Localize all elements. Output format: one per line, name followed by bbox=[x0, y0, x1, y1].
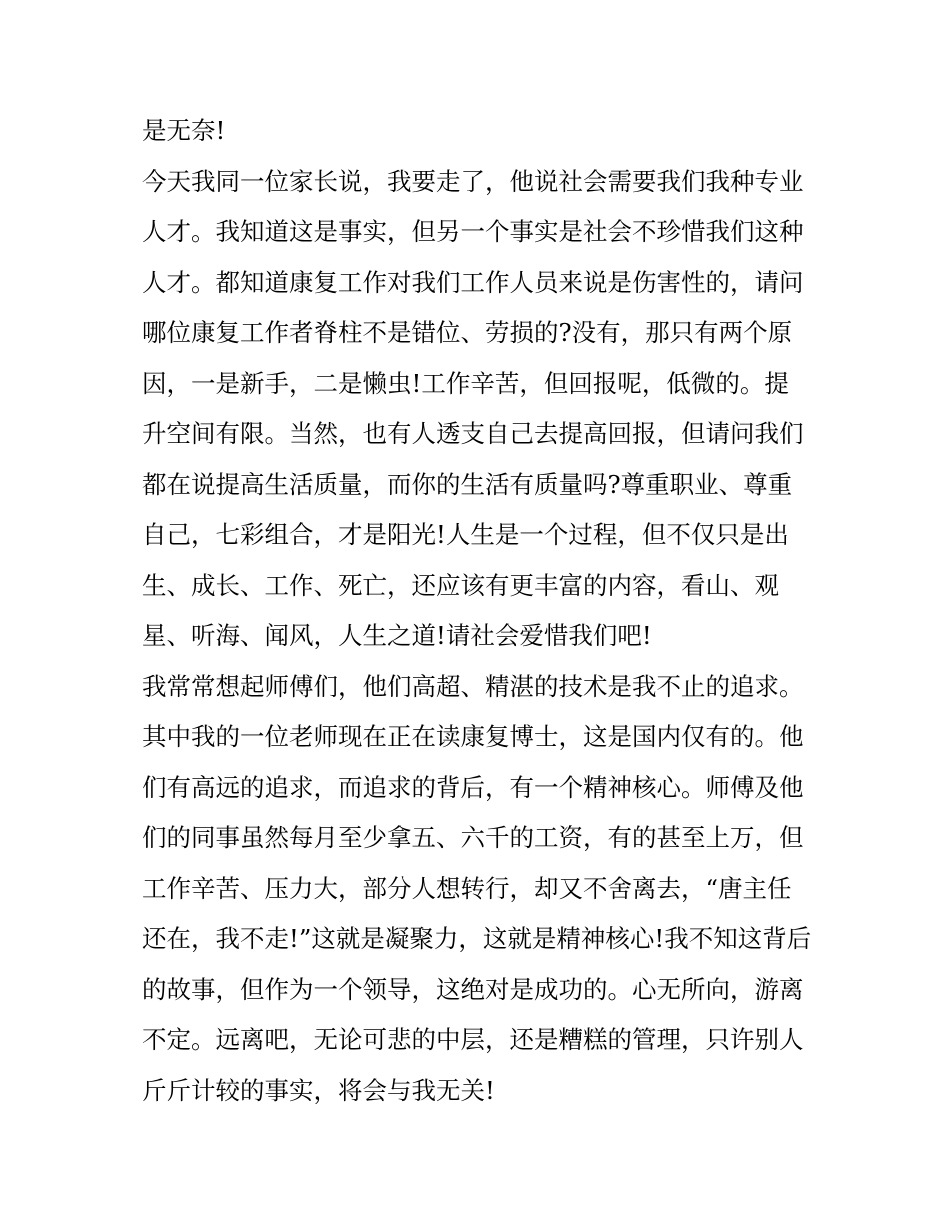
text-line: 们有高远的追求，而追求的背后，有一个精神核心。师傅及他 bbox=[142, 772, 804, 802]
body-text bbox=[142, 106, 822, 1116]
text-line: 我常常想起师傅们，他们高超、精湛的技术是我不止的追求。 bbox=[142, 671, 804, 701]
text-line: 其中我的一位老师现在正在读康复博士，这是国内仅有的。他 bbox=[142, 722, 804, 751]
text-line: 的故事，但作为一个领导，这绝对是成功的。心无所向，游离 bbox=[142, 974, 804, 1004]
text-line: 都在说提高生活质量，而你的生活有质量吗?尊重职业、尊重 bbox=[142, 469, 793, 499]
text-line: 生、成长、工作、死亡，还应该有更丰富的内容，看山、观 bbox=[142, 570, 779, 600]
text-line: 斤斤计较的事实，将会与我无关! bbox=[142, 1075, 495, 1105]
text-line: 因，一是新手，二是懒虫!工作辛苦，但回报呢，低微的。提 bbox=[142, 368, 789, 398]
text-line: 人才。我知道这是事实，但另一个事实是社会不珍惜我们这种 bbox=[142, 217, 804, 246]
text-line: 星、听海、闻风，人生之道!请社会爱惜我们吧! bbox=[142, 621, 652, 650]
text-line: 不定。远离吧，无论可悲的中层，还是糟糕的管理，只许别人 bbox=[142, 1025, 804, 1054]
text-line: 还在，我不走!”这就是凝聚力，这就是精神核心!我不知这背后 bbox=[142, 924, 812, 953]
text-line: 是无奈! bbox=[142, 116, 226, 145]
text-line: 今天我同一位家长说，我要走了，他说社会需要我们我种专业 bbox=[142, 166, 804, 196]
text-line: 自己，七彩组合，才是阳光!人生是一个过程，但不仅只是出 bbox=[142, 520, 789, 549]
text-line: 升空间有限。当然，也有人透支自己去提高回报，但请问我们 bbox=[142, 419, 804, 448]
text-line: 们的同事虽然每月至少拿五、六千的工资，有的甚至上万，但 bbox=[142, 823, 804, 852]
text-line: 哪位康复工作者脊柱不是错位、劳损的?没有，那只有两个原 bbox=[142, 318, 793, 347]
text-line: 工作辛苦、压力大，部分人想转行，却又不舍离去，“唐主任 bbox=[142, 873, 792, 903]
text-line: 人才。都知道康复工作对我们工作人员来说是伤害性的，请问 bbox=[142, 267, 804, 297]
